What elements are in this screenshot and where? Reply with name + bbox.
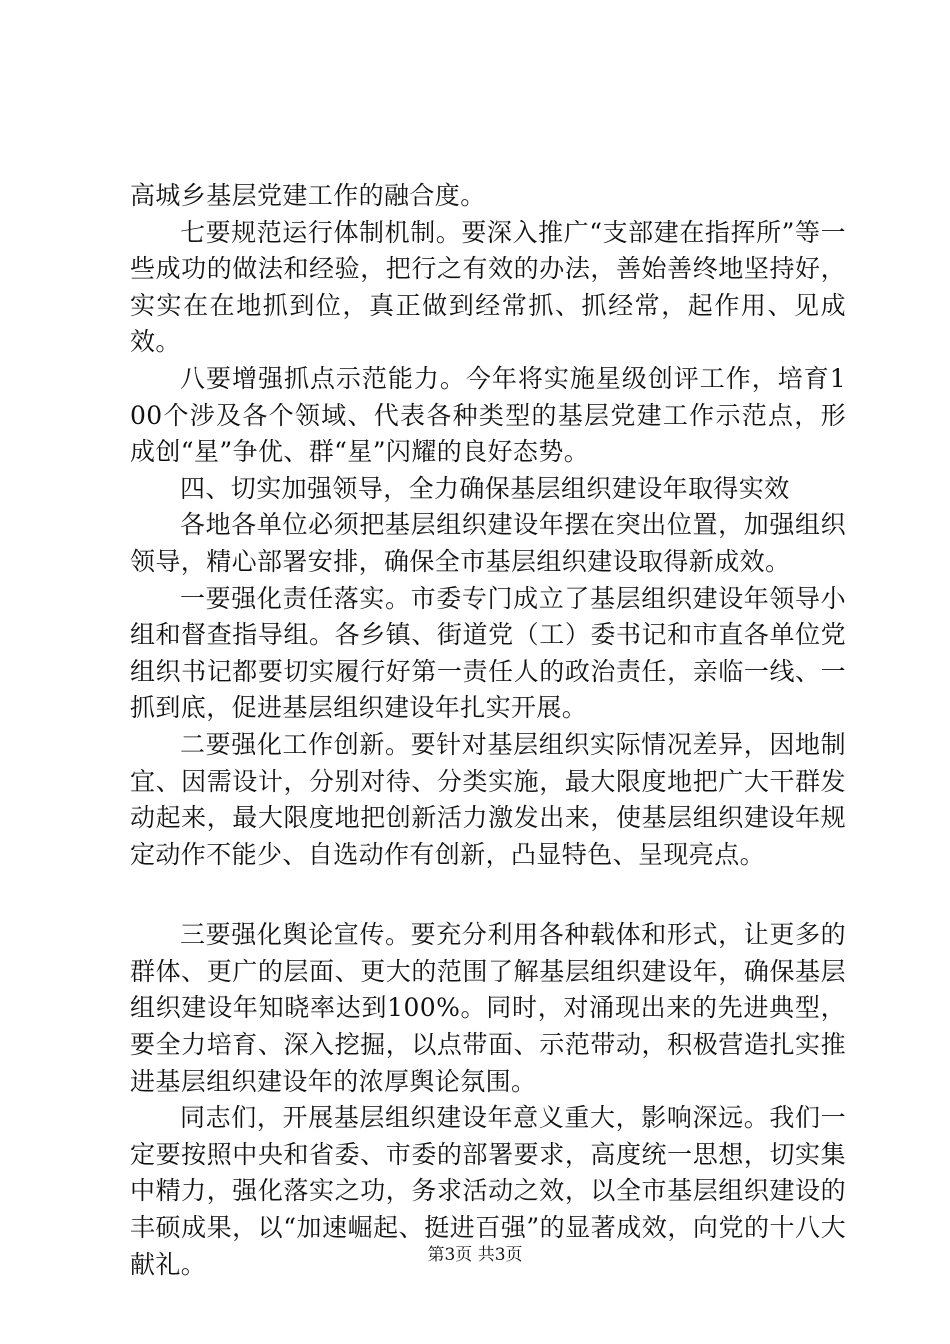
paragraph-item-seven: 七要规范运行体制机制。要深入推广“支部建在指挥所”等一些成功的做法和经验，把行之有效的办法，善始善终地坚持好，实实在在地抓到位，真正做到经常抓、抓经常，起作用、见成效。 bbox=[130, 217, 846, 357]
document-body bbox=[130, 178, 846, 1283]
paragraph-closing: 同志们，开展基层组织建设年意义重大，影响深远。我们一定要按照中央和省委、市委的部署要求，高度统一思想，切实集中精力，强化落实之功，务求活动之效，以全市基层组织建设的丰硕成果，以“加速崛起、挺进百强”的显著成效，向党的十八大献礼。 bbox=[130, 1103, 846, 1279]
paragraph-item-eight: 八要增强抓点示范能力。今年将实施星级创评工作，培育100个涉及各个领域、代表各种类型的基层党建工作示范点，形成创“星”争优、群“星”闪耀的良好态势。 bbox=[130, 363, 846, 467]
paragraph-item-two: 二要强化工作创新。要针对基层组织实际情况差异，因地制宜、因需设计，分别对待、分类实施，最大限度地把广大干群发动起来，最大限度地把创新活力激发出来，使基层组织建设年规定动作不能少、自选动作有创新，凸显特色、呈现亮点。 bbox=[130, 729, 846, 869]
paragraph-item-one: 一要强化责任落实。市委专门成立了基层组织建设年领导小组和督查指导组。各乡镇、街道党（工）委书记和市直各单位党组织书记都要切实履行好第一责任人的政治责任，亲临一线、一抓到底，促进基层组织建设年扎实开展。 bbox=[130, 583, 846, 723]
page-number-footer: 第3页 共3页 bbox=[427, 1245, 523, 1265]
paragraph-continuation: 高城乡基层党建工作的融合度。 bbox=[130, 181, 486, 210]
paragraph-section-intro: 各地各单位必须把基层组织建设年摆在突出位置，加强组织领导，精心部署安排，确保全市基层组织建设取得新成效。 bbox=[130, 510, 846, 576]
section-heading-four: 四、切实加强领导，全力确保基层组织建设年取得实效 bbox=[180, 473, 790, 503]
paragraph-item-three: 三要强化舆论宣传。要充分利用各种载体和形式，让更多的群体、更广的层面、更大的范围了解基层组织建设年，确保基层组织建设年知晓率达到100%。同时，对涌现出来的先进典型，要全力培育、深入挖掘，以点带面、示范带动，积极营造扎实推进基层组织建设年的浓厚舆论氛围。 bbox=[130, 920, 846, 1096]
